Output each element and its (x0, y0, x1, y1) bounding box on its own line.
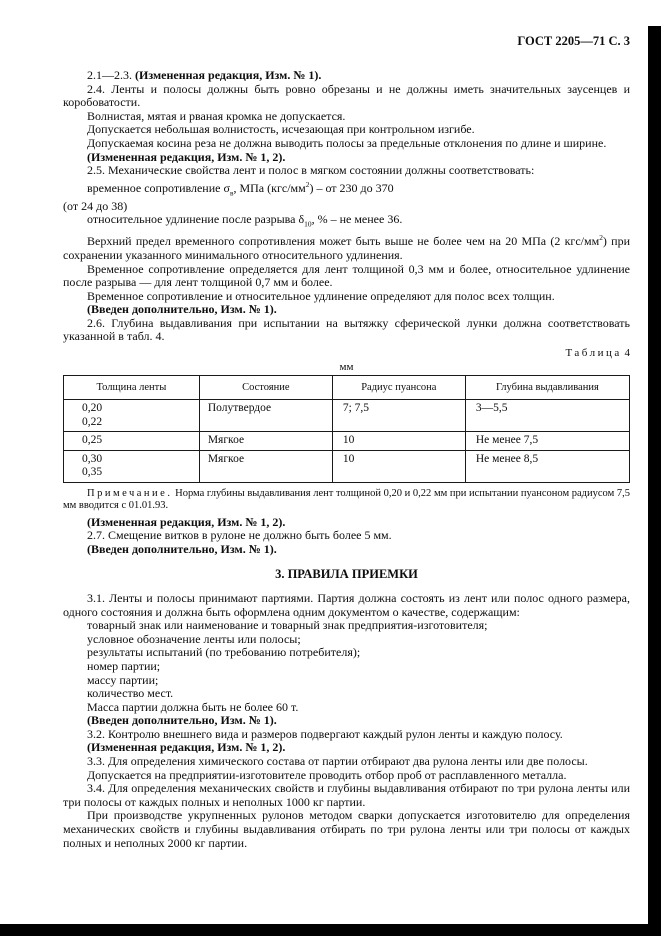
table-caption: Таблица 4 (565, 347, 630, 360)
document-body (63, 69, 630, 850)
paragraph: Допускается небольшая волнистость, исчезающая при контрольном изгибе. (87, 122, 475, 137)
table-cell: Не менее 8,5 (465, 450, 629, 482)
table-row (64, 432, 630, 451)
paragraph: условное обозначение ленты или полосы; (87, 631, 301, 646)
paragraph: Временное сопротивление определяется для лент толщиной 0,3 мм и более, относительное удлинение после разрыва — для лент толщиной 0,7 мм и более. (63, 261, 630, 290)
data-table (63, 375, 630, 483)
table-cell: 7; 7,5 (332, 400, 465, 432)
table-cell: 0,20 0,22 (64, 400, 200, 432)
paragraph: (Измененная редакция, Изм. № 1, 2). (87, 740, 286, 755)
table-cell: 10 (332, 450, 465, 482)
table-row (64, 450, 630, 482)
paragraph: товарный знак или наименование и товарный знак предприятия-изготовителя; (87, 618, 488, 633)
paragraph: Допускается на предприятии-изготовителе проводить отбор проб от расплавленного металла. (87, 767, 567, 782)
paragraph: (от 24 до 38) (63, 198, 128, 213)
paragraph: 3.4. Для определения механических свойств и глубины выдавливания отбирают по три рулона ленты или три полосы от каждых полных и неполных 1000 кг партии. (63, 781, 630, 809)
paragraph: 3.1. Ленты и полосы принимают партиями. Партия должна состоять из лент или полос одного размера, одного состояния и должна быть оформлена одним документом о качестве, содержащим: (63, 590, 630, 619)
paragraph: 2.6. Глубина выдавливания при испытании на вытяжку сферической лунки должна соответствовать указанной в табл. 4. (63, 315, 630, 344)
scan-edge-bottom (0, 924, 661, 936)
table-cell: 0,25 (64, 432, 200, 451)
page-header: ГОСТ 2205—71 С. 3 (517, 34, 630, 48)
paragraph: Допускаемая косина реза не должна выводить полосы за предельные отклонения по длине и ширине. (87, 135, 607, 150)
paragraph: Временное сопротивление и относительное удлинение определяют для полос всех толщин. (87, 288, 555, 303)
paragraph: 2.5. Механические свойства лент и полос в мягком состоянии должны соответствовать: (87, 163, 535, 178)
table-header-row (64, 376, 630, 400)
table-header-cell: Состояние (199, 376, 332, 400)
table-cell: Мягкое (199, 450, 332, 482)
table-cell: 0,30 0,35 (64, 450, 200, 482)
paragraph: 2.7. Смещение витков в рулоне не должно быть более 5 мм. (87, 528, 392, 543)
table-cell: 3—5,5 (465, 400, 629, 432)
scan-edge-right (648, 26, 661, 936)
table-header-cell: Толщина ленты (64, 376, 200, 400)
paragraph: 2.1—2.3. (Измененная редакция, Изм. № 1). (87, 68, 322, 82)
table-row (64, 400, 630, 432)
note: Примечание. Норма глубины выдавливания лент толщиной 0,20 и 0,22 мм при испытании пуансоном радиусом 7,5 мм вводится с 01.01.93. (63, 487, 630, 512)
page-content (63, 34, 630, 850)
table-cell: Не менее 7,5 (465, 432, 629, 451)
paragraph: 3.2. Контролю внешнего вида и размеров подвергают каждый рулон ленты и каждую полосу. (87, 726, 563, 741)
paragraph: количество мест. (87, 686, 174, 701)
paragraph: (Введен дополнительно, Изм. № 1). (87, 541, 277, 556)
paragraph: (Измененная редакция, Изм. № 1, 2). (87, 514, 286, 529)
table-cell: Полутвердое (199, 400, 332, 432)
table-header-cell: Глубина выдавливания (465, 376, 629, 400)
table-cell: 10 (332, 432, 465, 451)
paragraph: 3.3. Для определения химического состава от партии отбирают два рулона ленты или две полосы. (87, 754, 588, 769)
table-cell: Мягкое (199, 432, 332, 451)
section-title: 3. ПРАВИЛА ПРИЕМКИ (275, 567, 418, 582)
paragraph: временное сопротивление $\sigma_в$, МПа $(кгс/мм^2)$ – от 230 до 370 (87, 179, 394, 198)
paragraph: Верхний предел временного сопротивления может быть выше не более чем на 20 МПа (2 кгс/$мм^2$) при сохранении указанного минимального относительного удлинения. (63, 233, 630, 262)
table-unit-label: мм (339, 360, 354, 373)
paragraph: 2.4. Ленты и полосы должны быть ровно обрезаны и не должны иметь значительных заусенцев и коробоватости. (63, 81, 630, 110)
paragraph: относительное удлинение после разрыва $\delta_{10}$, % – не менее 36. (87, 212, 403, 229)
paragraph: (Введен дополнительно, Изм. № 1). (87, 302, 277, 317)
paragraph: номер партии; (87, 658, 161, 673)
paragraph: (Введен дополнительно, Изм. № 1). (87, 713, 277, 728)
paragraph: Волнистая, мятая и рваная кромка не допускается. (87, 108, 346, 123)
table-header-cell: Радиус пуансона (332, 376, 465, 400)
paragraph: При производстве укрупненных рулонов методом сварки допускается изготовителю для определения механических свойств и глубины выдавливания отбирать по три рулона ленты или три полосы от каждых полных и неполных 2000 кг партии. (63, 808, 630, 850)
paragraph: (Измененная редакция, Изм. № 1, 2). (87, 149, 286, 164)
paragraph: результаты испытаний (по требованию потребителя); (87, 645, 361, 660)
paragraph: массу партии; (87, 672, 159, 687)
paragraph: Масса партии должна быть не более 60 т. (87, 699, 299, 714)
